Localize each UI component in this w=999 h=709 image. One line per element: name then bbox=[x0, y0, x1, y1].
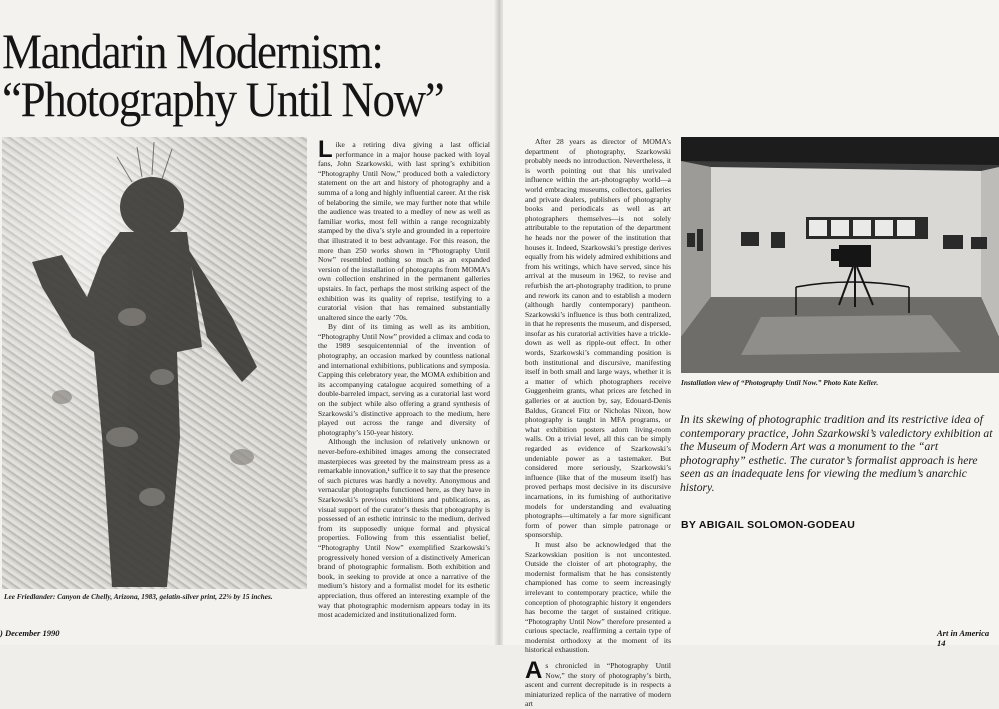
paragraph: By dint of its timing as well as its ambition, “Photography Until Now” provided a climax and coda to the 1989 sesquicentennial of the invention of photography, an occasion marked by countless national and international exhibitions, publications and symposia. Capping this celebratory year, the MOMA exhibition and its accompanying catalogue acquired something of a double-barreled impact, serving as a curatorial last word on the subject while also offering a grand synthesis of Szarkowski’s distinctive approach to the medium, here played out across the range and diversity of photography’s 150-year history. bbox=[318, 322, 490, 437]
gallery-interior-image bbox=[681, 137, 999, 373]
left-column-text bbox=[318, 136, 490, 620]
footer-magazine: Art in America 14 bbox=[937, 628, 990, 648]
pull-quote: In its skewing of photographic tradition and its restrictive idea of contemporary practice, John Szarkowski’s valedictory exhibition at the Museum of Modern Art was a monument to the “art photography” esthetic. The curator’s formalist approach is here seen as an inadequate lens for viewing the medium’s anarchic history. bbox=[680, 413, 993, 494]
photo-caption: Lee Friedlander: Canyon de Chelly, Arizona, 1983, gelatin-silver print, 22⅝ by 15 inches. bbox=[4, 592, 273, 601]
paragraph bbox=[525, 657, 671, 709]
shadow-figure-image bbox=[2, 137, 307, 589]
paragraph bbox=[318, 136, 490, 322]
right-page bbox=[503, 0, 999, 709]
article-title-line-2: “Photography Until Now” bbox=[2, 71, 444, 127]
paragraph: After 28 years as director of MOMA’s department of photography, Szarkowski probably needs no introduction. Nevertheless, it is worth pointing out that his unrivaled influence within the art-photography world—a world embracing museums, collectors, galleries and private dealers, publishers of photography books and periodicals as well as art photographers themselves—is not solely attributable to the reputation of the department he heads nor the power of the institution that houses it. Indeed, Szarkowski’s prestige derives equally from his widely admired exhibitions and from his writings, which have served, since his arrival at the museum in 1962, to revise and refurbish the art-photography tradition, to prune and rework its canon and to establish a modern (although hardly contemporary) pantheon. Szarkowski’s influence is thus both centralized, in that he represents the museum, and dispersed, insofar as his curatorial activities have a trickle-down as well as ripple-out effect. In other words, Szarkowski’s commanding position is both institutional and discursive, manifesting itself in both small and large ways, whether it is a matter of which photographers receive Guggenheim grants, what prices are fetched in galleries or at auction by, say, Edouard-Denis Baldus, Grancel Fitz or Nicholas Nixon, how photography is taught in MFA programs, or what exhibition posters adorn living-room walls. On a trivial level, all this can be simply regarded as evidence of Szarkowski’s undeniable power as a tastemaker. But considered more seriously, Szarkowski’s influence (like that of the museum itself) has proved perhaps most decisive in its discursive incarnations, in its furnishing of authoritative models for understanding and evaluating photographs—ultimately a far more significant form of power than simple patronage or sponsorship. bbox=[525, 137, 671, 540]
paragraph-text: ike a retiring diva giving a last official performance in a major house packed with loyal fans, John Szarkowski, with last spring’s exhibition “Photography Until Now,” produced both a valedictory statement on the art and history of photography and a summa of a long and highly influential career. At the risk of belaboring the simile, we may further note that while the audience was treated to a medley of new as well as familiar works, most fell within a range recognizably stamped by the diva’s style and grounded in a repertoire that illustrated it to best advantage. For this reason, the more than 250 works shown in “Photography Until Now” resembled nothing so much as an expanded version of the installation of photographs from MOMA’s own collection enshrined in the permanent galleries upstairs. In fact, perhaps the most striking aspect of the exhibition was its quality of reprise, testifying to a curatorial vision that has remained substantially unaltered since the early ’70s. bbox=[318, 140, 490, 322]
footer-date: ) December 1990 bbox=[0, 628, 60, 638]
paragraph-text: s chronicled in “Photography Until Now,” the story of photography’s birth, ascent and current decrepitude is in respects a miniaturized replica of the narrative of modern art bbox=[525, 661, 671, 709]
right-column-text bbox=[525, 137, 671, 709]
author-byline: BY ABIGAIL SOLOMON-GODEAU bbox=[681, 519, 856, 531]
paragraph: Although the inclusion of relatively unknown or never-before-exhibited images among the consecrated masterpieces was greeted by the mainstream press as a remarkable innovation,¹ suffice it to say that the presence of such pictures was hardly a novelty. Anonymous and vernacular photographs functioned here, as they have in Szarkowski’s previous exhibitions and publications, as visual support of the curator’s thesis that photography is possessed of an esthetic intrinsic to the medium, derived from its supposedly unique formal and physical properties. Following from this essentialist belief, “Photography Until Now” exemplified Szarkowski’s progressively honed version of a distinctively American brand of photographic formalism. Both exhibition and book, in seeking to provide at once a narrative of the medium’s history and a formalist model for its esthetic appreciation, thus offered an interesting example of the way that photographic modernism appears today in its most academicized and institutionalized form. bbox=[318, 437, 490, 620]
friedlander-photograph bbox=[2, 137, 307, 589]
drop-cap: L bbox=[318, 136, 333, 163]
paragraph: It must also be acknowledged that the Szarkowskian position is not uncontested. Outside the cloister of art photography, the modernist formalism that he has consistently championed has come to seem increasingly irrelevant to contemporary practice, while the conception of photographic history it engenders has become the target of sustained critique. “Photography Until Now” therefore presented a curious spectacle, reaffirming a certain type of modernist orthodoxy at the moment of its historical exhaustion. bbox=[525, 539, 671, 655]
installation-photograph bbox=[681, 137, 999, 373]
article-title-line-1: Mandarin Modernism: bbox=[2, 23, 383, 79]
installation-caption: Installation view of “Photography Until Now.” Photo Kate Keller. bbox=[681, 378, 879, 387]
drop-cap: A bbox=[525, 657, 543, 685]
left-page bbox=[0, 0, 497, 645]
